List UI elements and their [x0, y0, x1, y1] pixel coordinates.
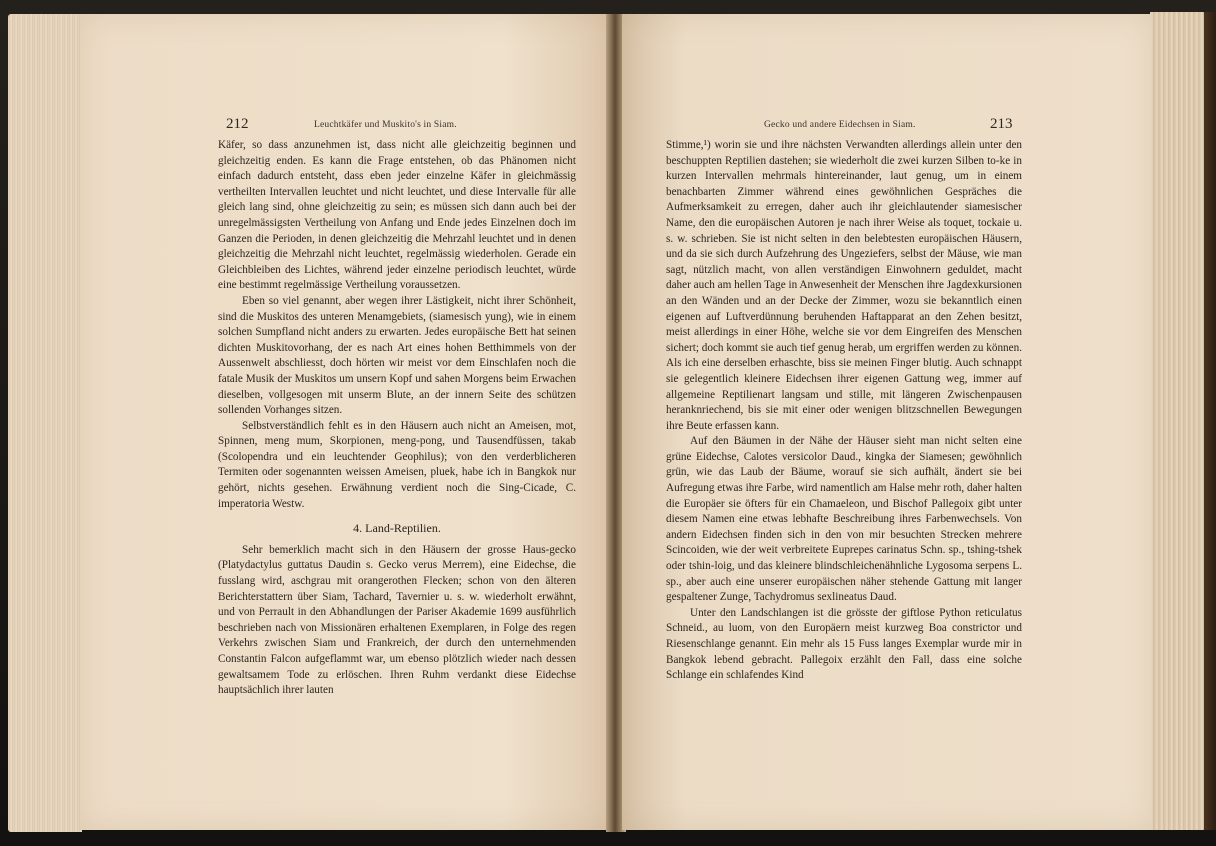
left-paragraph-2: Eben so viel genannt, aber wegen ihrer Lästigkeit, nicht ihrer Schönheit, sind die Muskitos des unteren Menamgebiets, (siamesisch yung), wie in einem solchen Sumpfland nicht anders zu erwarten. Jedes europäische Bett hat seinen dichten Muskitovorhang, der es nach Art eines hohen Betthimmels von der Aussenwelt abschliesst, doch hörten wir meist vor dem Einschlafen noch die fatale Musik der Muskitos um unsern Kopf und sahen Morgens beim Erwachen dieselben, vollgesogen mit unserm Blute, an der innern Seite des schützen sollenden Vorhanges sitzen. — [218, 294, 576, 417]
right-paragraph-3: Unter den Landschlangen ist die grösste der giftlose Python reticulatus Schneid., au luom, von den Europäern meist kurzweg Boa constrictor und Riesenschlange genannt. Ein mehr als 15 Fuss langes Exemplar wurde mir in Bangkok lebend gebracht. Pallegoix erzählt den Fall, dass eine solche Schlange ein schlafendes Kind — [666, 606, 1022, 682]
right-page-number: 213 — [990, 116, 1013, 132]
left-page-text — [218, 138, 576, 699]
left-page-number: 212 — [226, 116, 249, 132]
left-page-edges — [8, 14, 82, 832]
right-page-text — [666, 138, 1022, 684]
right-page — [622, 14, 1152, 830]
left-paragraph-4: Sehr bemerklich macht sich in den Häusern der grosse Haus-gecko (Platydactylus guttatus Daudin s. Gecko verus Merrem), eine Eidechse, die fusslang wird, aschgrau mit orangerothen Flecken; schon von den älteren Berichterstattern über Siam, Tachard, Tavernier u. s. w. wiederholt erwähnt, und von Perrault in den Abhandlungen der Pariser Akademie 1699 ausführlich beschrieben nach von Missionären erhaltenen Exemplaren, in Folge des regen Verkehrs zwischen Siam und Frankreich, der durch den unternehmenden Constantin Falcon aufgeflammt war, um ebenso plötzlich wieder nach dessen gewaltsamem Tode zu erlöschen. Ihren Ruhm verdankt diese Eidechse hauptsächlich ihrer lauten — [218, 543, 576, 697]
left-page — [80, 14, 610, 830]
right-running-header: Gecko und andere Eidechsen in Siam. — [764, 120, 916, 130]
left-running-header: Leuchtkäfer und Muskito's in Siam. — [314, 120, 457, 130]
left-paragraph-1: Käfer, so dass anzunehmen ist, dass nicht alle gleichzeitig beginnen und gleichzeitig enden. Es kann die Frage entstehen, ob das Phänomen nicht einfach dadurch entsteht, dass eben jeder einzelne Käfer in gleichmässig vertheilten Intervallen leuchtet und nicht leuchtet, und diese Intervalle für alle gleich lang sind, ohne gleichzeitig zu sein; es müssen sich dann auch bei der unregelmässigsten Vertheilung von Anfang und Ende jedes Einzelnen doch im Ganzen die Perioden, in denen gleichzeitig die Mehrzahl leuchtet und in denen gleichzeitig die Mehrzahl nicht leuchtet, regelmässig wiederholen. Gerade ein Gleichbleiben des Lichtes, während jeder einzelne periodisch leuchtet, würde eine bestimmt regelmässige Vertheilung voraussetzen. — [218, 139, 576, 292]
right-paragraph-2: Auf den Bäumen in der Nähe der Häuser sieht man nicht selten eine grüne Eidechse, Calotes versicolor Daud., kingka der Siamesen; gewöhnlich grün, wie das Laub der Bäume, worauf sie sich aufhält, ändert sie bei Aufregung etwas ihre Farbe, wird namentlich am Halse mehr roth, daher halten die Europäer sie öfters für ein Chamaeleon, und Bischof Pallegoix gibt unter diesem Namen eine etwas lebhafte Beschreibung ihres Farbenwechsels. Von andern Eidechsen finden sich in den von mir besuchten Strecken mehrere Scincoiden, wie der weit verbreitete Euprepes carinatus Schn. sp., tshing-tshek oder tshin-loig, und das kleinere blindschleichenähnliche Lygosoma serpens L. sp., aber auch eine unserer europäischen näher stehende Gattung mit langer gespaltener Zunge, Tachydromus sexlineatus Daud. — [666, 435, 1022, 604]
left-paragraph-3: Selbstverständlich fehlt es in den Häusern auch nicht an Ameisen, mot, Spinnen, meng mum, Skorpionen, meng-pong, und Tausendfüssen, takab (Scolopendra und ein leuchtender Geophilus); von den verderblicheren Termiten oder sogenannten weissen Ameisen, pluek, habe ich in Bangkok nur gehört, nichts gesehen. Erwähnung verdient noch die Sing-Cicade, C. imperatoria Westw. — [218, 419, 576, 510]
section-heading: 4. Land-Reptilien. — [353, 521, 441, 536]
right-page-edges — [1150, 12, 1206, 830]
right-paragraph-1: Stimme,¹) worin sie und ihre nächsten Verwandten allerdings allein unter den beschuppten Reptilien dastehen; sie wiederholt die zwei kurzen Silben to-ke in kurzen Intervallen mehrmals hintereinander, laut genug, um in einem benachbarten Zimmer während eines gewöhnlichen Gespräches die Aufmerksamkeit zu erregen, daher auch ihr gleichlautender siamesischer Name, den die europäischen Autoren je nach ihrer Weise als toquet, tockaie u. s. w. schrieben. Sie ist nicht selten in den belebtesten europäischen Häusern, und da sie sich durch Aufzehrung des Ungeziefers, selbst der Mäuse, wie man sagt, nützlich macht, von allen verständigen Einwohnern geduldet, macht daher auch am hellen Tage in Anwesenheit der Menschen ihre Jagdexkursionen an den Wänden und an der Decke der Zimmer, wozu sie bekanntlich einen eigenen auf Luftverdünnung beruhenden Haftapparat an den Zehen besitzt, meist allerdings in einer Höhe, welche sie vor dem Eingreifen des Menschen sichert; doch kommt sie auch tief genug herab, um ergriffen werden zu können. Als ich eine derselben erhaschte, biss sie meinen Finger blutig. Auch schnappt sie gelegentlich kleinere Eidechsen ihrer eigenen Gattung weg, immer auf allgemeine Reptilienart langsam und stille, mit längeren Zwischenpausen heranknriechend, bis sie mit einer oder wenigen blitzschnellen Bewegungen ihre Beute erfassen kann. — [666, 139, 1022, 432]
